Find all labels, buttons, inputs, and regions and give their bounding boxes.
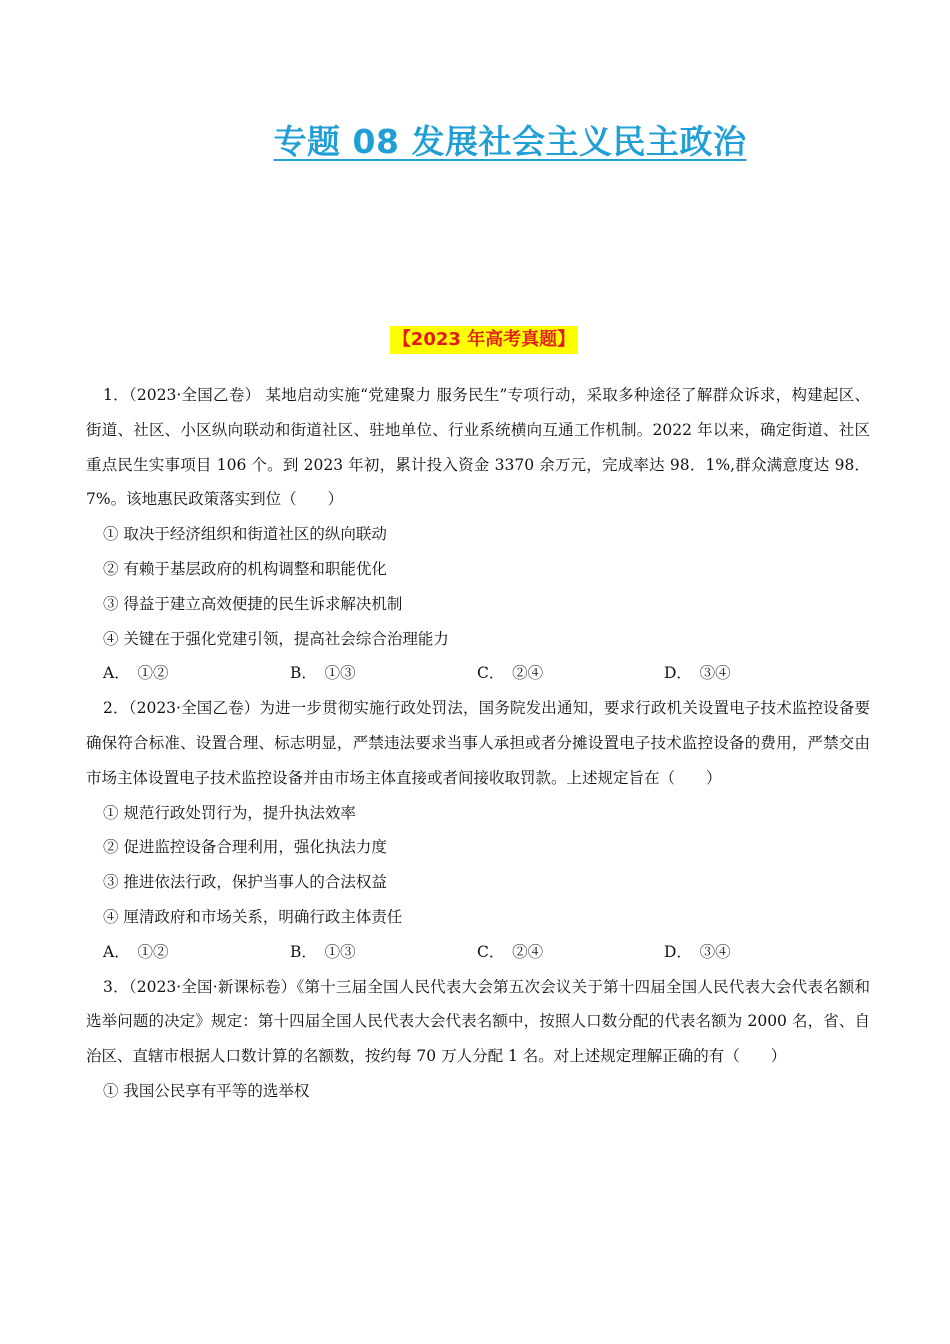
section-heading-wrapper	[0, 326, 950, 354]
question-2-choice-b: B． ①③	[290, 942, 356, 961]
question-1-option-2: ② 有赖于基层政府的机构调整和职能优化	[103, 559, 387, 578]
question-2-choices	[86, 935, 870, 970]
document-title[interactable]: 专题 08 发展社会主义民主政治	[273, 122, 747, 161]
question-1-choices	[86, 656, 870, 691]
question-1-choice-b: B． ①③	[290, 664, 356, 683]
question-1-option-4: ④ 关键在于强化党建引领，提高社会综合治理能力	[103, 629, 449, 648]
question-2-choice-d: D． ③④	[664, 942, 731, 961]
question-3-stem: 3．（2023·全国·新课标卷）《第十三届全国人民代表大会第五次会议关于第十四届全国人民代表大会代表名额和选举问题的决定》规定：第十四届全国人民代表大会代表名额中，按照人口数分配的代表名额为 2000 名，省、自治区、直辖市根据人口数计算的名额数，按约每 70 万人分配 1 名。对上述规定理解正确的有（ ）	[86, 977, 870, 1066]
question-2-option-1: ① 规范行政处罚行为，提升执法效率	[103, 803, 356, 822]
question-2-stem: 2．（2023·全国乙卷）为进一步贯彻实施行政处罚法，国务院发出通知，要求行政机关设置电子技术监控设备要确保符合标准、设置合理、标志明显，严禁违法要求当事人承担或者分摊设置电子技术监控设备的费用，严禁交由市场主体设置电子技术监控设备并由市场主体直接或者间接收取罚款。上述规定旨在（ ）	[86, 699, 870, 787]
question-1-choice-c: C． ②④	[477, 664, 544, 683]
question-2-option-2: ② 促进监控设备合理利用，强化执法力度	[103, 838, 387, 857]
question-2-option-3: ③ 推进依法行政，保护当事人的合法权益	[103, 873, 387, 892]
question-2-choice-c: C． ②④	[477, 942, 544, 961]
question-3-option-1: ① 我国公民享有平等的选举权	[103, 1081, 310, 1100]
question-2-option-4: ④ 厘清政府和市场关系，明确行政主体责任	[103, 907, 403, 926]
question-1-option-3: ③ 得益于建立高效便捷的民生诉求解决机制	[103, 594, 403, 613]
question-1-choice-a: A． ①②	[103, 664, 169, 683]
question-2	[86, 691, 870, 969]
question-3	[86, 970, 870, 1109]
section-heading: 【2023 年高考真题】	[390, 326, 578, 354]
question-1	[86, 378, 870, 691]
question-1-option-1: ① 取决于经济组织和街道社区的纵向联动	[103, 525, 387, 544]
question-1-stem: 1．（2023·全国乙卷） 某地启动实施“党建聚力 服务民生”专项行动，采取多种途径了解群众诉求，构建起区、街道、社区、小区纵向联动和街道社区、驻地单位、行业系统横向互通工作机制。2022 年以来，确定街道、社区重点民生实事项目 106 个。到 2023 年初，累计投入资金 3370 余万元，完成率达 98．1%,群众满意度达 98．7%。该地惠民政策落实到位（ ）	[86, 386, 870, 509]
question-1-choice-d: D． ③④	[664, 664, 731, 683]
question-2-choice-a: A． ①②	[103, 942, 169, 961]
question-list	[86, 378, 870, 1109]
